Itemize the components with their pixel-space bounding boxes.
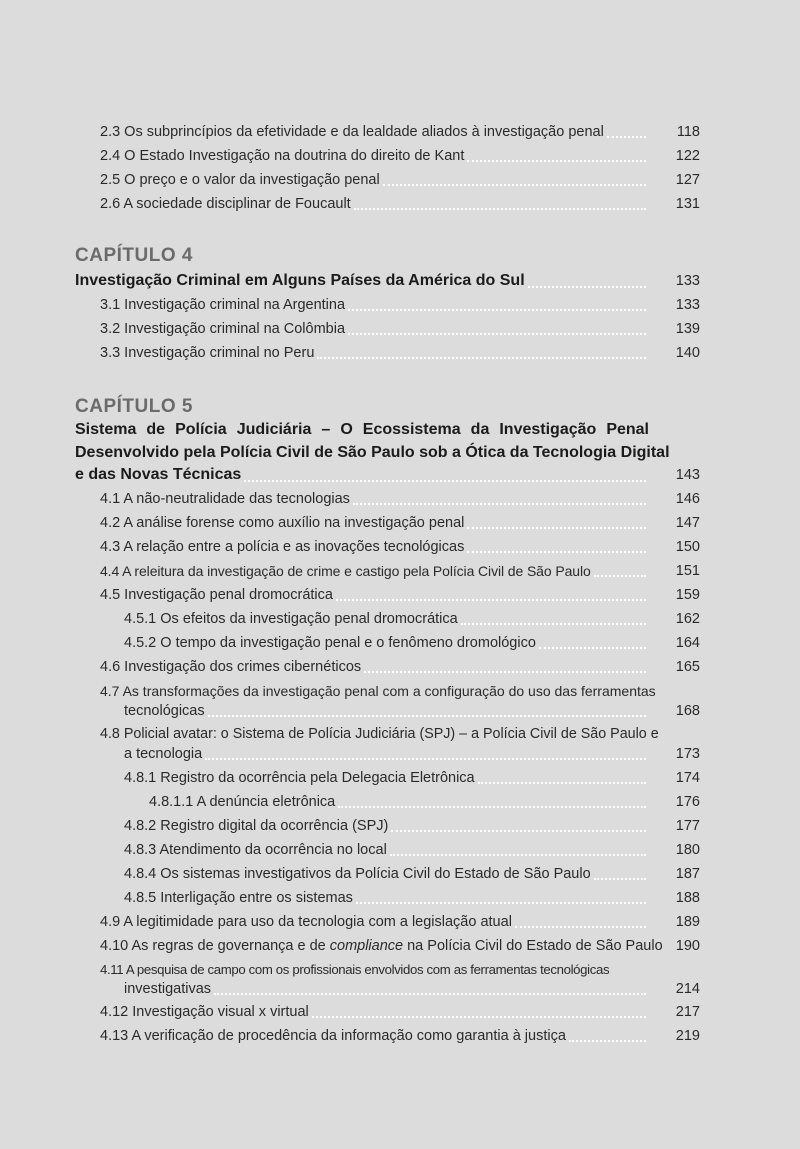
toc-entry-text: 3.3 Investigação criminal no Peru bbox=[100, 345, 315, 361]
toc-entry-text: 3.2 Investigação criminal na Colômbia bbox=[100, 321, 346, 337]
toc-entry-text: investigativas bbox=[124, 981, 212, 997]
toc-entry-text-start: 4.10 As regras de governança e de bbox=[100, 938, 330, 954]
chapter-5-label: CAPÍTULO 5 bbox=[75, 396, 193, 417]
toc-entry-text: 4.5.1 Os efeitos da investigação penal dromocrática bbox=[124, 611, 458, 627]
toc-entry-2-5[interactable] bbox=[100, 170, 650, 190]
toc-entry-4-4[interactable] bbox=[100, 561, 650, 581]
toc-entry-text: 4.9 A legitimidade para uso da tecnologia com a legislação atual bbox=[100, 914, 512, 930]
toc-entry-4-7[interactable] bbox=[124, 701, 650, 721]
toc-entry-4-8-4[interactable] bbox=[124, 864, 650, 884]
toc-entry-4-8-1-1[interactable] bbox=[149, 792, 650, 812]
toc-entry-text: tecnológicas bbox=[124, 703, 205, 719]
toc-entry-2-4[interactable] bbox=[100, 146, 650, 166]
leader-dots bbox=[205, 758, 646, 760]
leader-dots bbox=[208, 715, 646, 717]
toc-page-number: 147 bbox=[675, 515, 700, 531]
toc-page-number: 190 bbox=[675, 938, 700, 954]
toc-entry-4-3[interactable] bbox=[100, 537, 650, 557]
toc-page-number: 164 bbox=[675, 635, 700, 651]
leader-dots bbox=[569, 1040, 646, 1042]
toc-entry-text: 2.3 Os subprincípios da efetividade e da lealdade aliados à investigação penal bbox=[100, 124, 604, 140]
toc-entry-4-6[interactable] bbox=[100, 657, 650, 677]
toc-entry-4-10[interactable] bbox=[100, 936, 663, 956]
toc-page-number: 173 bbox=[675, 746, 700, 762]
toc-page-number: 151 bbox=[675, 563, 700, 579]
toc-entry-text: 4.13 A verificação de procedência da informação como garantia à justiça bbox=[100, 1028, 566, 1044]
leader-dots bbox=[353, 503, 646, 505]
toc-entry-4-13[interactable] bbox=[100, 1026, 650, 1046]
toc-entry-4-8-3[interactable] bbox=[124, 840, 650, 860]
toc-entry-text: 4.1 A não-neutralidade das tecnologias bbox=[100, 491, 350, 507]
toc-page-number: 180 bbox=[675, 842, 700, 858]
toc-page-number: 188 bbox=[675, 890, 700, 906]
toc-entry-3-2[interactable] bbox=[100, 319, 650, 339]
leader-dots bbox=[607, 136, 646, 138]
chapter-5-title-line-1[interactable]: Sistema de Polícia Judiciária – O Ecossistema da Investigação Penal bbox=[75, 421, 649, 438]
toc-page-number: 189 bbox=[675, 914, 700, 930]
leader-dots bbox=[364, 671, 646, 673]
toc-page-number: 177 bbox=[675, 818, 700, 834]
toc-entry-text: 4.4 A releitura da investigação de crime e castigo pela Polícia Civil de São Paulo bbox=[100, 563, 591, 579]
leader-dots bbox=[338, 806, 646, 808]
toc-page-number: 187 bbox=[675, 866, 700, 882]
leader-dots bbox=[383, 184, 646, 186]
toc-page-number: 219 bbox=[675, 1028, 700, 1044]
leader-dots bbox=[528, 286, 646, 288]
toc-entry-text-end: na Polícia Civil do Estado de São Paulo bbox=[403, 938, 663, 954]
toc-entry-4-7-line-1[interactable]: 4.7 As transformações da investigação penal com a configuração do uso das ferramentas bbox=[100, 683, 656, 699]
toc-page-number: 214 bbox=[675, 981, 700, 997]
toc-entry-4-8-1[interactable] bbox=[124, 768, 650, 788]
toc-entry-text: 2.6 A sociedade disciplinar de Foucault bbox=[100, 196, 351, 212]
toc-page-number: 174 bbox=[675, 770, 700, 786]
toc-entry-text: 4.5 Investigação penal dromocrática bbox=[100, 587, 333, 603]
leader-dots bbox=[467, 160, 646, 162]
toc-entry-text: 2.5 O preço e o valor da investigação penal bbox=[100, 172, 380, 188]
leader-dots bbox=[461, 623, 646, 625]
toc-page-number: 176 bbox=[675, 794, 700, 810]
leader-dots bbox=[354, 208, 646, 210]
chapter-5-title-line-3[interactable] bbox=[75, 464, 650, 486]
toc-entry-text: 2.4 O Estado Investigação na doutrina do direito de Kant bbox=[100, 148, 465, 164]
toc-entry-4-5-2[interactable] bbox=[124, 633, 650, 653]
toc-entry-4-11[interactable] bbox=[124, 979, 650, 999]
toc-page-number: 162 bbox=[675, 611, 700, 627]
toc-page-number: 118 bbox=[676, 124, 700, 140]
toc-entry-text: 4.2 A análise forense como auxílio na investigação penal bbox=[100, 515, 465, 531]
toc-entry-4-8[interactable] bbox=[124, 744, 650, 764]
toc-page-number: 159 bbox=[675, 587, 700, 603]
toc-entry-4-1[interactable] bbox=[100, 489, 650, 509]
toc-entry-text: 4.12 Investigação visual x virtual bbox=[100, 1004, 309, 1020]
toc-entry-text-italic: compliance bbox=[329, 938, 404, 954]
toc-entry-text: 4.8.1.1 A denúncia eletrônica bbox=[149, 794, 336, 810]
leader-dots bbox=[317, 357, 646, 359]
toc-entry-text: 4.8.1 Registro da ocorrência pela Delegacia Eletrônica bbox=[124, 770, 475, 786]
toc-page-number: 133 bbox=[675, 297, 700, 313]
toc-entry-4-12[interactable] bbox=[100, 1002, 650, 1022]
toc-page-number: 150 bbox=[675, 539, 700, 555]
toc-page-number: 140 bbox=[675, 345, 700, 361]
chapter-title-text: e das Novas Técnicas bbox=[75, 466, 242, 483]
leader-dots bbox=[390, 854, 646, 856]
toc-entry-3-1[interactable] bbox=[100, 295, 650, 315]
toc-entry-4-5[interactable] bbox=[100, 585, 650, 605]
toc-page-number: 168 bbox=[675, 703, 700, 719]
toc-page-number: 146 bbox=[675, 491, 700, 507]
toc-page-number: 122 bbox=[675, 148, 700, 164]
toc-entry-4-8-line-1[interactable]: 4.8 Policial avatar: o Sistema de Polícia Judiciária (SPJ) – a Polícia Civil de São Paulo e bbox=[100, 726, 659, 742]
toc-page-number: 133 bbox=[675, 273, 700, 289]
toc-entry-text: 3.1 Investigação criminal na Argentina bbox=[100, 297, 346, 313]
toc-page-number: 127 bbox=[675, 172, 700, 188]
leader-dots bbox=[478, 782, 646, 784]
toc-page-number: 165 bbox=[675, 659, 700, 675]
toc-entry-2-3[interactable] bbox=[100, 122, 650, 142]
toc-entry-text: a tecnologia bbox=[124, 746, 203, 762]
leader-dots bbox=[515, 926, 646, 928]
toc-entry-4-11-line-1[interactable]: 4.11 A pesquisa de campo com os profissionais envolvidos com as ferramentas tecnológicas bbox=[100, 962, 610, 977]
toc-entry-text: 4.8.5 Interligação entre os sistemas bbox=[124, 890, 353, 906]
leader-dots bbox=[312, 1016, 646, 1018]
leader-dots bbox=[594, 878, 646, 880]
toc-entry-text bbox=[100, 936, 663, 956]
toc-entry-2-6[interactable] bbox=[100, 194, 650, 214]
leader-dots bbox=[356, 902, 646, 904]
toc-entry-text: 4.8.4 Os sistemas investigativos da Polícia Civil do Estado de São Paulo bbox=[124, 866, 591, 882]
toc-entry-3-3[interactable] bbox=[100, 343, 650, 363]
leader-dots bbox=[348, 333, 646, 335]
chapter-5-title-line-2[interactable]: Desenvolvido pela Polícia Civil de São Paulo sob a Ótica da Tecnologia Digital bbox=[75, 444, 670, 461]
chapter-4-title[interactable] bbox=[75, 270, 650, 292]
chapter-4-label: CAPÍTULO 4 bbox=[75, 245, 193, 266]
toc-page-number: 217 bbox=[675, 1004, 700, 1020]
toc-page-number: 139 bbox=[675, 321, 700, 337]
leader-dots bbox=[336, 599, 646, 601]
toc-entry-text: 4.8.2 Registro digital da ocorrência (SPJ) bbox=[124, 818, 389, 834]
toc-entry-text: 4.3 A relação entre a polícia e as inovações tecnológicas bbox=[100, 539, 465, 555]
leader-dots bbox=[244, 480, 646, 482]
toc-entry-text: 4.5.2 O tempo da investigação penal e o fenômeno dromológico bbox=[124, 635, 536, 651]
toc-page-number: 131 bbox=[675, 196, 700, 212]
toc-page-number: 143 bbox=[675, 467, 700, 483]
leader-dots bbox=[467, 527, 646, 529]
toc-entry-4-5-1[interactable] bbox=[124, 609, 650, 629]
toc-entry-text: 4.8.3 Atendimento da ocorrência no local bbox=[124, 842, 387, 858]
leader-dots bbox=[348, 309, 646, 311]
chapter-title-text: Investigação Criminal em Alguns Países da América do Sul bbox=[75, 272, 525, 289]
toc-entry-4-8-2[interactable] bbox=[124, 816, 650, 836]
toc-entry-4-9[interactable] bbox=[100, 912, 650, 932]
toc-entry-text: 4.6 Investigação dos crimes cibernéticos bbox=[100, 659, 362, 675]
leader-dots bbox=[539, 647, 646, 649]
leader-dots bbox=[594, 575, 646, 577]
toc-entry-4-2[interactable] bbox=[100, 513, 650, 533]
leader-dots bbox=[467, 551, 646, 553]
toc-entry-4-8-5[interactable] bbox=[124, 888, 650, 908]
leader-dots bbox=[214, 993, 646, 995]
leader-dots bbox=[391, 830, 646, 832]
